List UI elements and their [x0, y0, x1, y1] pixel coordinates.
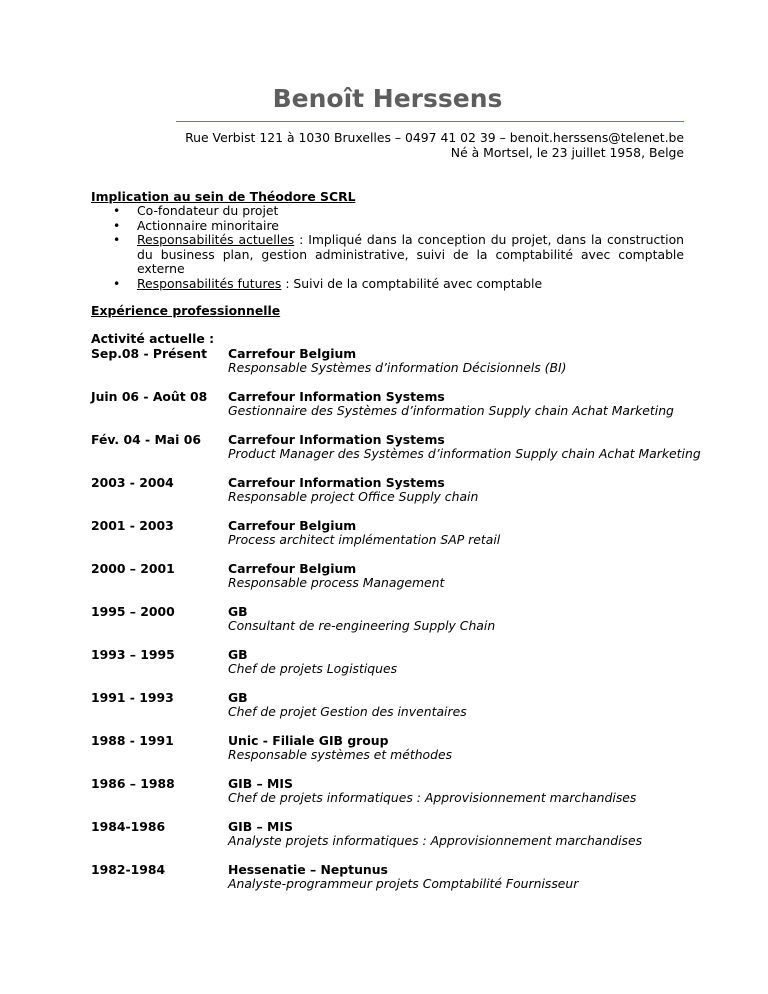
entry-company: Carrefour Belgium	[228, 560, 357, 576]
contact-block	[185, 131, 684, 160]
bullet-text: : Suivi de la comptabilité avec comptable	[281, 275, 543, 291]
entry-date: 1993 – 1995	[91, 646, 175, 662]
entry-body	[228, 605, 495, 634]
entry-role: Responsable process Management	[228, 575, 445, 591]
entry-company: GB	[228, 689, 248, 705]
entry-date-text: Sep.08 - Présent	[91, 345, 208, 361]
list-item	[91, 233, 684, 277]
entry-date: Fév. 04 - Mai 06	[91, 431, 201, 447]
entry-role: Consultant de re-engineering Supply Chain	[228, 618, 496, 634]
entry-role: Chef de projets Logistiques	[228, 661, 398, 677]
bullet-icon: •	[113, 275, 121, 291]
list-item	[91, 204, 684, 219]
current-activity-label: Activité actuelle :	[91, 331, 215, 346]
entry-body	[228, 347, 567, 376]
entry-company: Carrefour Information Systems	[228, 388, 445, 404]
entry-company: GIB – MIS	[228, 818, 293, 834]
entry-date	[91, 332, 214, 361]
entry-role: Product Manager des Systèmes d’information Supply chain Achat Marketing	[228, 446, 701, 462]
entry-date: 1991 - 1993	[91, 689, 174, 705]
entry-date: 1982-1984	[91, 861, 166, 877]
entry-company: GB	[228, 603, 248, 619]
entry-date: 1988 - 1991	[91, 732, 174, 748]
experience-section-title: Expérience professionnelle	[91, 303, 281, 318]
bullet-icon: •	[113, 232, 121, 248]
birth-info-line: Né à Mortsel, le 23 juillet 1958, Belge	[450, 144, 684, 160]
list-item	[91, 219, 684, 234]
entry-date: Juin 06 - Août 08	[91, 388, 208, 404]
entry-role: Chef de projets informatiques : Approvisionnement marchandises	[228, 790, 637, 806]
entry-role: Gestionnaire des Systèmes d’information Supply chain Achat Marketing	[228, 403, 674, 419]
entry-date: 1986 – 1988	[91, 775, 175, 791]
person-name: Benoît Herssens	[272, 84, 503, 113]
bullet-icon: •	[113, 203, 121, 218]
bullet-label: Responsabilités futures	[137, 275, 282, 291]
entry-role: Analyste projets informatiques : Approvisionnement marchandises	[228, 833, 643, 849]
entry-date: 2001 - 2003	[91, 517, 174, 533]
entry-body	[228, 691, 467, 720]
contact-address-line: Rue Verbist 121 à 1030 Bruxelles – 0497 41 02 39 – benoit.herssens@telenet.be	[185, 130, 684, 145]
entry-company: Carrefour Information Systems	[228, 431, 445, 447]
bullet-label: Responsabilités actuelles	[137, 232, 295, 248]
bullet-text: : Impliqué dans la conception du projet, dans la construction du business plan, gestion administrative, suivi de la comptabilité avec comptable externe	[137, 232, 684, 277]
title-divider	[176, 121, 684, 122]
entry-body	[228, 562, 444, 591]
entry-body	[228, 820, 642, 849]
entry-company: Carrefour Information Systems	[228, 474, 445, 490]
entry-body	[228, 777, 636, 806]
entry-company: GB	[228, 646, 248, 662]
list-item	[91, 277, 684, 292]
entry-body	[228, 433, 701, 462]
entry-body	[228, 476, 478, 505]
entry-role: Responsable Systèmes d’information Décisionnels (BI)	[228, 360, 567, 376]
bullet-text: Co-fondateur du projet	[137, 203, 279, 218]
entry-role: Process architect implémentation SAP retail	[228, 532, 501, 548]
entry-body	[228, 648, 397, 677]
entry-role: Analyste-programmeur projets Comptabilité Fournisseur	[228, 876, 579, 892]
entry-company: GIB – MIS	[228, 775, 293, 791]
entry-date: 1984-1986	[91, 818, 166, 834]
entry-company: Unic - Filiale GIB group	[228, 732, 389, 748]
entry-body	[228, 734, 452, 763]
entry-date: 2000 – 2001	[91, 560, 175, 576]
implication-section-title: Implication au sein de Théodore SCRL	[91, 189, 356, 204]
entry-role: Responsable project Office Supply chain	[228, 489, 479, 505]
entry-company: Carrefour Belgium	[228, 517, 357, 533]
entry-company: Hessenatie – Neptunus	[228, 861, 388, 877]
entry-date: 2003 - 2004	[91, 474, 174, 490]
bullet-icon: •	[113, 217, 121, 233]
entry-role: Responsable systèmes et méthodes	[228, 747, 453, 763]
entry-role: Chef de projet Gestion des inventaires	[228, 704, 467, 720]
entry-body	[228, 863, 578, 892]
entry-company: Carrefour Belgium	[228, 345, 357, 361]
entry-date: 1995 – 2000	[91, 603, 175, 619]
bullet-text: Actionnaire minoritaire	[137, 217, 279, 233]
implication-list	[91, 204, 684, 292]
entry-body	[228, 390, 674, 419]
entry-body	[228, 519, 500, 548]
